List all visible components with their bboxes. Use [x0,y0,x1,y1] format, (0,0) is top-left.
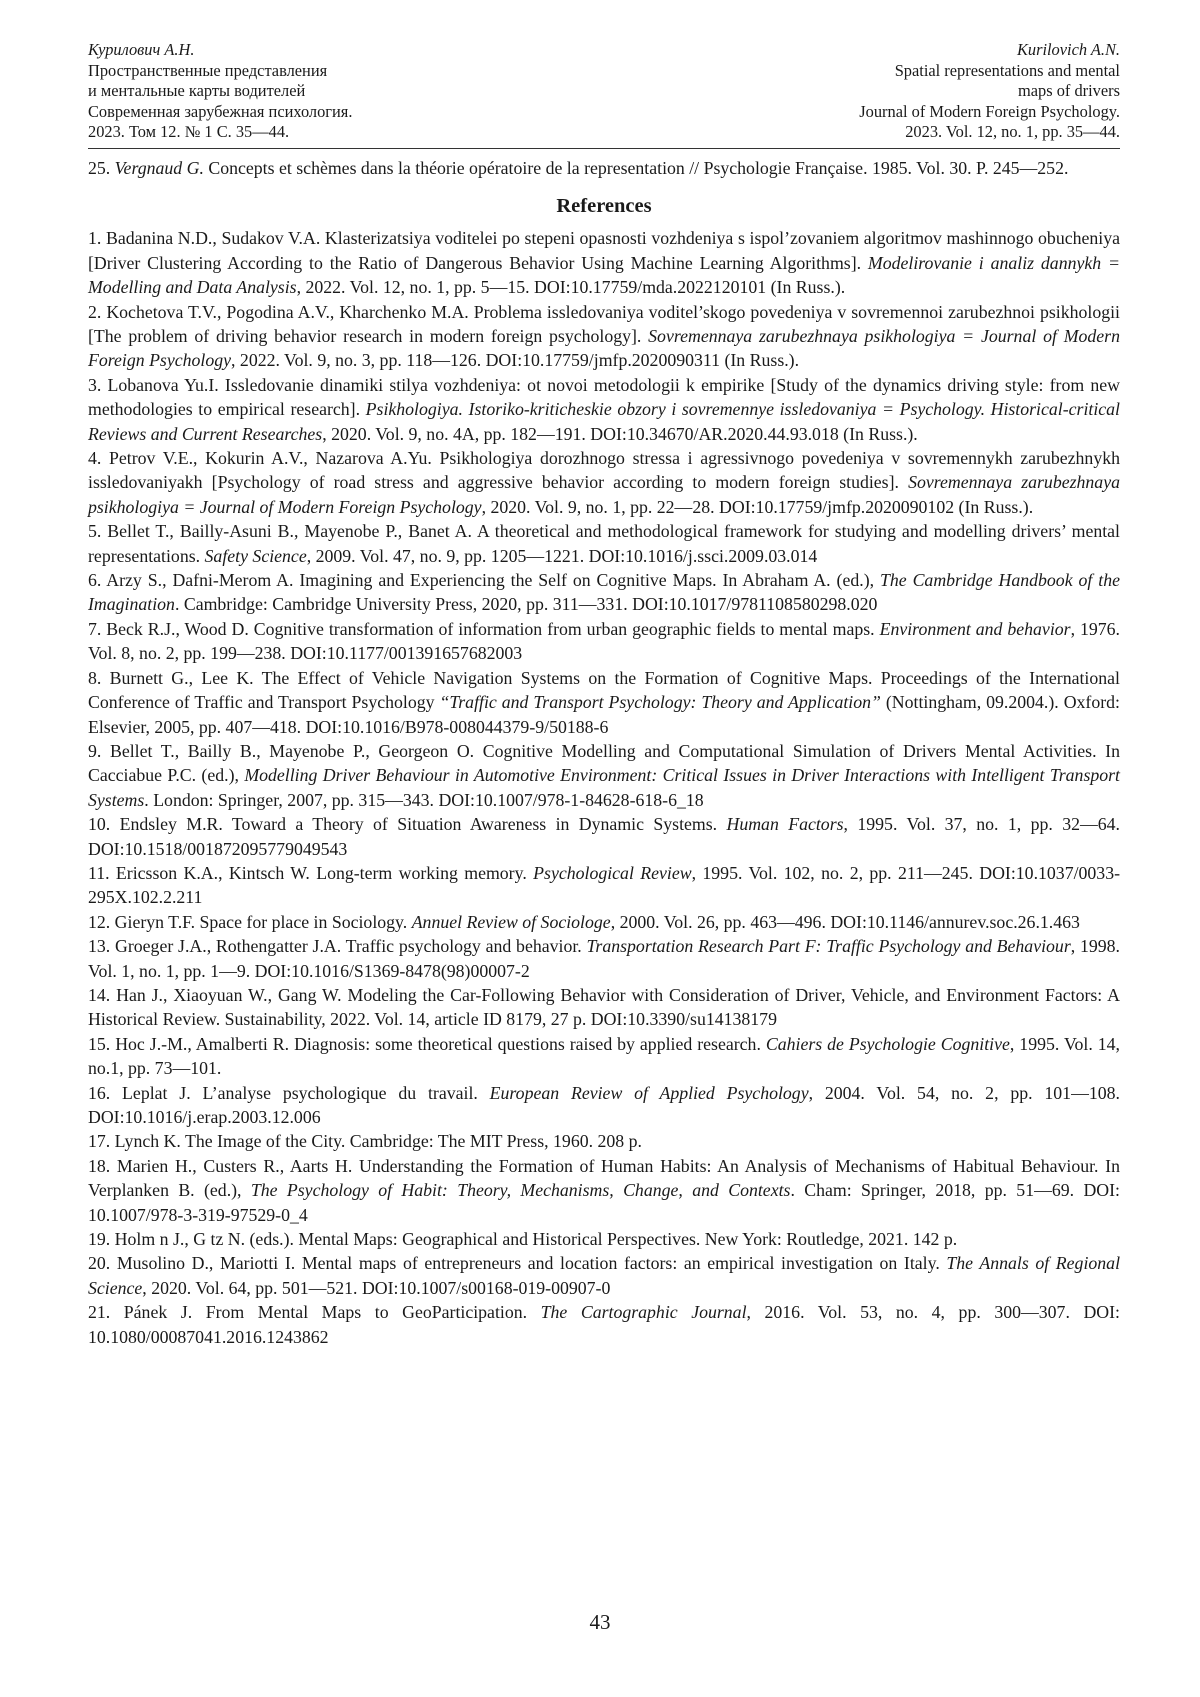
reference-entry: 17. Lynch K. The Image of the City. Cambridge: The MIT Press, 1960. 208 p. [88,1129,1120,1153]
running-header-left [88,40,352,143]
header-title-en-line1: Spatial representations and mental [859,61,1120,82]
header-issue-en: 2023. Vol. 12, no. 1, pp. 35—44. [859,122,1120,143]
reference-entry-25: 25. Vergnaud G. Concepts et schèmes dans la théorie opératoire de la representation // Psychologie Française. 1985. Vol. 30. P. 245—252. [88,156,1120,180]
reference-entry: 7. Beck R.J., Wood D. Cognitive transformation of information from urban geographic fields to mental maps. Environment and behavior, 1976. Vol. 8, no. 2, pp. 199—238. DOI:10.1177/001391657682003 [88,617,1120,666]
reference-entry: 10. Endsley M.R. Toward a Theory of Situation Awareness in Dynamic Systems. Human Factors, 1995. Vol. 37, no. 1, pp. 32—64. DOI:10.1518/001872095779049543 [88,812,1120,861]
reference-entry: 12. Gieryn T.F. Space for place in Sociology. Annuel Review of Sociologe, 2000. Vol. 26, pp. 463—496. DOI:10.1146/annurev.soc.26.1.463 [88,910,1120,934]
reference-entry: 11. Ericsson K.A., Kintsch W. Long-term working memory. Psychological Review, 1995. Vol. 102, no. 2, pp. 211—245. DOI:10.1037/0033-295X.102.2.211 [88,861,1120,910]
reference-entry: 19. Holm n J., G tz N. (eds.). Mental Maps: Geographical and Historical Perspectives. New York: Routledge, 2021. 142 p. [88,1227,1120,1251]
reference-entry: 21. Pánek J. From Mental Maps to GeoParticipation. The Cartographic Journal, 2016. Vol. 53, no. 4, pp. 300—307. DOI: 10.1080/00087041.2016.1243862 [88,1300,1120,1349]
reference-entry: 4. Petrov V.E., Kokurin A.V., Nazarova A.Yu. Psikhologiya dorozhnogo stressa i agressivnogo povedeniya v sovremennykh zarubezhnykh issledovaniyakh [Psychology of road stress and aggressive behavior according to modern foreign studies]. Sovremennaya zarubezhnaya psikhologiya = Journal of Modern Foreign Psychology, 2020. Vol. 9, no. 1, pp. 22—28. DOI:10.17759/jmfp.2020090102 (In Russ.). [88,446,1120,519]
reference-entry: 9. Bellet T., Bailly B., Mayenobe P., Georgeon O. Cognitive Modelling and Computational Simulation of Drivers Mental Activities. In Cacciabue P.C. (ed.), Modelling Driver Behaviour in Automotive Environment: Critical Issues in Driver Interactions with Intelligent Transport Systems. London: Springer, 2007, pp. 315—343. DOI:10.1007/978-1-84628-618-6_18 [88,739,1120,812]
reference-entry: 20. Musolino D., Mariotti I. Mental maps of entrepreneurs and location factors: an empirical investigation on Italy. The Annals of Regional Science, 2020. Vol. 64, pp. 501—521. DOI:10.1007/s00168-019-00907-0 [88,1251,1120,1300]
reference-entry: 6. Arzy S., Dafni-Merom A. Imagining and Experiencing the Self on Cognitive Maps. In Abraham A. (ed.), The Cambridge Handbook of the Imagination. Cambridge: Cambridge University Press, 2020, pp. 311—331. DOI:10.1017/9781108580298.020 [88,568,1120,617]
reference-entry: 16. Leplat J. L’analyse psychologique du travail. European Review of Applied Psychology, 2004. Vol. 54, no. 2, pp. 101—108. DOI:10.1016/j.erap.2003.12.006 [88,1081,1120,1130]
reference-entry: 5. Bellet T., Bailly-Asuni B., Mayenobe P., Banet A. A theoretical and methodological framework for studying and modelling drivers’ mental representations. Safety Science, 2009. Vol. 47, no. 9, pp. 1205—1221. DOI:10.1016/j.ssci.2009.03.014 [88,519,1120,568]
header-title-ru-line2: и ментальные карты водителей [88,81,352,102]
header-author-en: Kurilovich A.N. [859,40,1120,61]
reference-entry: 18. Marien H., Custers R., Aarts H. Understanding the Formation of Human Habits: An Analysis of Mechanisms of Habitual Behaviour. In Verplanken B. (ed.), The Psychology of Habit: Theory, Mechanisms, Change, and Contexts. Cham: Springer, 2018, pp. 51—69. DOI: 10.1007/978-3-319-97529-0_4 [88,1154,1120,1227]
header-title-ru-line1: Пространственные представления [88,61,352,82]
references-heading: References [88,194,1120,218]
header-author-ru: Курилович А.Н. [88,40,352,61]
header-issue-ru: 2023. Том 12. № 1 С. 35—44. [88,122,352,143]
reference-entry: 2. Kochetova T.V., Pogodina A.V., Kharchenko M.A. Problema issledovaniya voditel’skogo povedeniya v sovremennoi zarubezhnoi psikhologii [The problem of driving behavior research in modern foreign psychology]. Sovremennaya zarubezhnaya psikhologiya = Journal of Modern Foreign Psychology, 2022. Vol. 9, no. 3, pp. 118—126. DOI:10.17759/jmfp.2020090311 (In Russ.). [88,300,1120,373]
reference-list [88,226,1120,1349]
running-header-right [859,40,1120,143]
page-number: 43 [0,1610,1200,1635]
running-header [88,40,1120,143]
header-divider [88,148,1120,149]
reference-entry: 1. Badanina N.D., Sudakov V.A. Klasterizatsiya voditelei po stepeni opasnosti vozhdeniya s ispol’zovaniem algoritmov mashinnogo obucheniya [Driver Clustering According to the Ratio of Dangerous Behavior Using Machine Learning Algorithms]. Modelirovanie i analiz dannykh = Modelling and Data Analysis, 2022. Vol. 12, no. 1, pp. 5—15. DOI:10.17759/mda.2022120101 (In Russ.). [88,226,1120,299]
reference-entry: 3. Lobanova Yu.I. Issledovanie dinamiki stilya vozhdeniya: ot novoi metodologii k empirike [Study of the dynamics driving style: from new methodologies to empirical research]. Psikhologiya. Istoriko-kriticheskie obzory i sovremennye issledovaniya = Psychology. Historical-critical Reviews and Current Researches, 2020. Vol. 9, no. 4A, pp. 182—191. DOI:10.34670/AR.2020.44.93.018 (In Russ.). [88,373,1120,446]
reference-entry: 13. Groeger J.A., Rothengatter J.A. Traffic psychology and behavior. Transportation Research Part F: Traffic Psychology and Behaviour, 1998. Vol. 1, no. 1, pp. 1—9. DOI:10.1016/S1369-8478(98)00007-2 [88,934,1120,983]
reference-entry: 8. Burnett G., Lee K. The Effect of Vehicle Navigation Systems on the Formation of Cognitive Maps. Proceedings of the International Conference of Traffic and Transport Psychology “Traffic and Transport Psychology: Theory and Application” (Nottingham, 09.2004.). Oxford: Elsevier, 2005, pp. 407—418. DOI:10.1016/B978-008044379-9/50188-6 [88,666,1120,739]
reference-entry: 15. Hoc J.-M., Amalberti R. Diagnosis: some theoretical questions raised by applied research. Cahiers de Psychologie Cognitive, 1995. Vol. 14, no.1, pp. 73—101. [88,1032,1120,1081]
header-title-en-line2: maps of drivers [859,81,1120,102]
reference-entry: 14. Han J., Xiaoyuan W., Gang W. Modeling the Car-Following Behavior with Consideration of Driver, Vehicle, and Environment Factors: A Historical Review. Sustainability, 2022. Vol. 14, article ID 8179, 27 p. DOI:10.3390/su14138179 [88,983,1120,1032]
header-journal-en: Journal of Modern Foreign Psychology. [859,102,1120,123]
header-journal-ru: Современная зарубежная психология. [88,102,352,123]
page-body [88,40,1120,1349]
